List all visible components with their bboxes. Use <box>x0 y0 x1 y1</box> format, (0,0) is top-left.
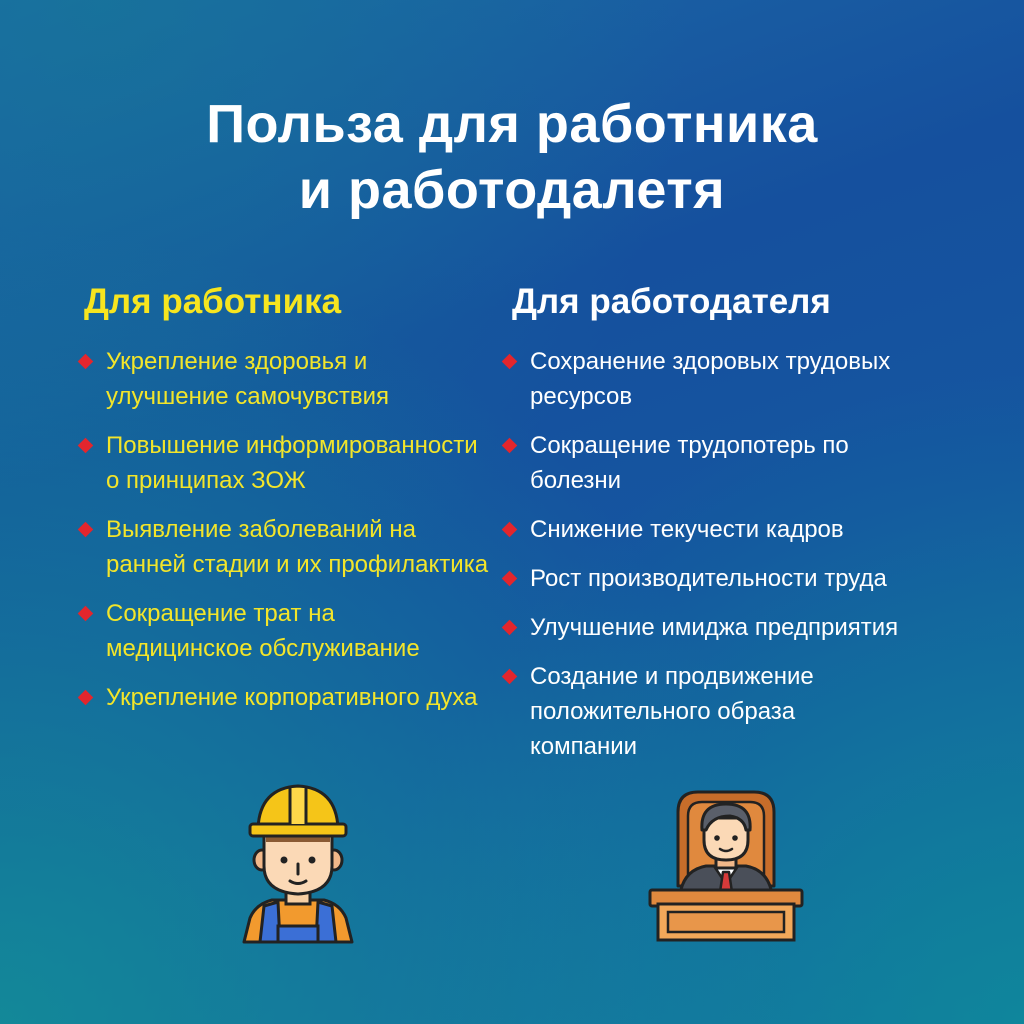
employer-column <box>502 282 922 778</box>
employer-heading: Для работодателя <box>512 282 831 321</box>
diamond-bullet-icon <box>78 522 94 538</box>
diamond-bullet-icon <box>502 354 518 370</box>
list-item <box>502 659 922 764</box>
employee-benefits-list <box>78 344 508 715</box>
list-item-text: Улучшение имиджа предприятия <box>530 614 899 642</box>
list-item-text: ранней стадии и их профилактика <box>106 551 489 579</box>
list-item-text: Укрепление здоровья и <box>106 348 368 376</box>
list-item-text: Сохранение здоровых трудовых <box>530 348 891 376</box>
diamond-bullet-icon <box>78 354 94 370</box>
list-item-text: положительного образа <box>530 698 796 726</box>
page-title <box>0 92 1024 224</box>
list-item-text: улучшение самочувствия <box>106 383 390 411</box>
diamond-bullet-icon <box>78 606 94 622</box>
list-item-text: Снижение текучести кадров <box>530 516 844 544</box>
list-item <box>502 561 922 596</box>
list-item-text: Создание и продвижение <box>530 663 814 691</box>
list-item-text: ресурсов <box>530 383 633 411</box>
employee-heading: Для работника <box>84 282 342 321</box>
diamond-bullet-icon <box>78 690 94 706</box>
diamond-bullet-icon <box>502 571 518 587</box>
list-item-text: Сокращение трудопотерь по <box>530 432 849 460</box>
employer-benefits-list <box>502 344 922 764</box>
list-item-text: Укрепление корпоративного духа <box>106 684 478 712</box>
diamond-bullet-icon <box>502 438 518 454</box>
list-item-text: болезни <box>530 467 622 495</box>
list-item <box>78 596 508 666</box>
list-item <box>78 344 508 414</box>
businessman-at-desk-icon <box>646 782 806 944</box>
list-item <box>502 512 922 547</box>
list-item <box>78 680 508 715</box>
diamond-bullet-icon <box>502 669 518 685</box>
list-item-text: Повышение информированности <box>106 432 478 460</box>
list-item <box>502 344 922 414</box>
employee-column <box>78 282 508 729</box>
list-item <box>78 512 508 582</box>
list-item <box>78 428 508 498</box>
diamond-bullet-icon <box>78 438 94 454</box>
list-item <box>502 610 922 645</box>
list-item-text: Выявление заболеваний на <box>106 516 416 544</box>
construction-worker-icon <box>236 780 360 944</box>
list-item-text: Рост производительности труда <box>530 565 887 593</box>
list-item <box>502 428 922 498</box>
diamond-bullet-icon <box>502 620 518 636</box>
diamond-bullet-icon <box>502 522 518 538</box>
list-item-text: компании <box>530 733 638 761</box>
title-line-2: и работодалетя <box>298 159 726 220</box>
list-item-text: Сокращение трат на <box>106 600 335 628</box>
title-line-1: Польза для работника <box>206 94 818 154</box>
list-item-text: медицинское обслуживание <box>106 635 420 663</box>
list-item-text: о принципах ЗОЖ <box>106 467 306 495</box>
